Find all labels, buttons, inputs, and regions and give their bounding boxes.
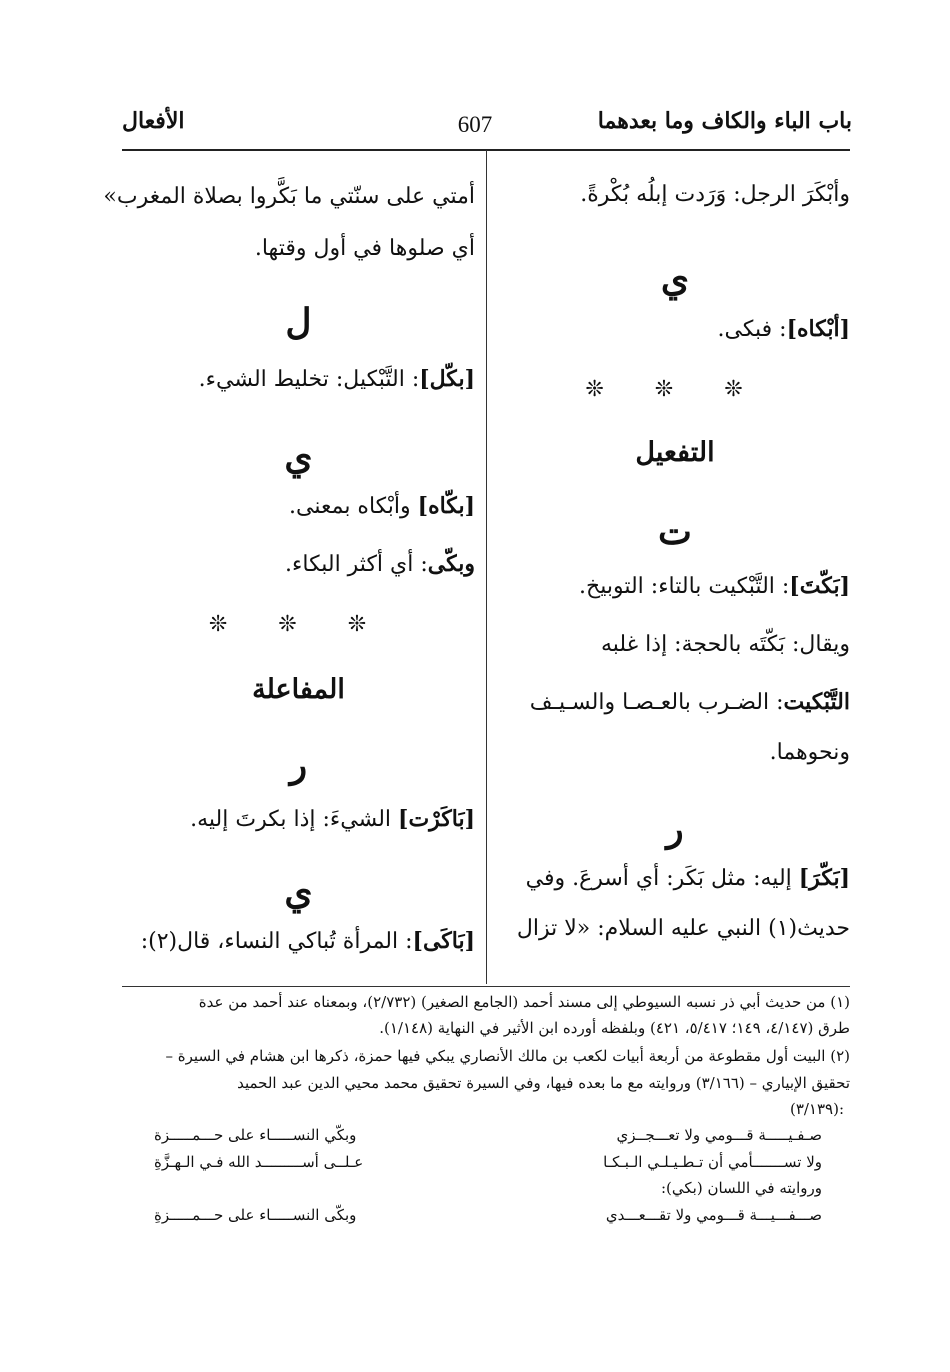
headword: [بَاكَى]: [412, 928, 475, 954]
running-header-chapter: باب الباء والكاف وما بعدهما: [597, 108, 852, 134]
verse-2-first-hemistich: ولا تســـــــأمي أن تـطـيـلـي الـبـكـا: [603, 1153, 822, 1171]
letter-heading-lam: ل: [285, 301, 312, 343]
letter-heading-ya: ي: [284, 871, 313, 913]
headword: [أبْكاه]: [786, 316, 850, 342]
headword: [بَكّتَ]: [789, 573, 850, 599]
letter-heading-ra: ر: [666, 808, 684, 850]
footnote-1-line-2: طرق (٤/١٤٧، ١٤٩؛ ٥/٤١٧، ٤٢١) وبلفظه أورده ابن الأثير في النهاية (١/١٤٨).: [379, 1019, 850, 1037]
footnote-2-line-1: (٢) البيت أول مقطوعة من أربعة أبيات لكعب بن مالك الأنصاري يبكي فيها حمزة، ذكرها ابن هشام في السيرة –: [165, 1047, 850, 1065]
definition: : المرأة تُباكي النساء، قال(٢):: [140, 929, 413, 954]
hadith-explanation: أي صلوها في أول وقتها.: [254, 236, 475, 261]
entry-bakkata: [579, 570, 850, 603]
definition: وأبْكاه بمعنى.: [289, 494, 418, 519]
entry-hadith: حديث(١) النبي عليه السلام: «لا تزال: [516, 916, 850, 941]
entry-bakka: [285, 548, 475, 581]
section-title-mufaala: المفاعلة: [252, 674, 345, 705]
entry-tabkit: [530, 686, 850, 719]
running-header-section: الأفعال: [122, 108, 185, 134]
entry-yuqal: ويقال: بَكّتَه بالحجة: إذا غلبه: [600, 632, 850, 657]
verse-1-second-hemistich: وبكّي النســـــاء على حـــمـــــزة: [154, 1126, 357, 1144]
verse-3-first-hemistich: صـــفـــيـــة قـــومي ولا تقـــعـــدي: [605, 1206, 822, 1224]
entry-abkara: وأبْكَرَ الرجل: وَرَدت إبلُه بُكْرةً.: [580, 182, 850, 207]
headword: وبكّى: [427, 551, 475, 577]
footnote-2-line-2: تحقيق الإبياري – (٣/١٦٦) وروايته مع ما بعده فيها، وفي السيرة تحقيق محمد محيي الدين عبد الحميد: [237, 1074, 850, 1092]
letter-heading-ya: ي: [284, 436, 313, 478]
headword: [بَاكَرْت]: [398, 806, 475, 832]
entry-bakkah: [289, 490, 475, 523]
definition: الشيءَ: إذا بكرتَ إليه.: [190, 807, 399, 832]
footnote-1-line-1: (١) من حديث أبي ذر نسبه السيوطي إلى مسند أحمد (الجامع الصغير) (٢/٧٣٢)، وبمعناه عند أحمد من عدة: [198, 993, 850, 1011]
entry-abkah: [718, 313, 850, 346]
footnote-rule: [122, 986, 850, 987]
footnote-2-riwaya: وروايته في اللسان (بكي):: [660, 1179, 822, 1197]
page-number: 607: [457, 112, 493, 137]
hadith-continuation: أمتي على سنّتي ما بَكَّروا بصلاة المغرب»: [103, 184, 475, 209]
definition: : التَّبْكيت بالتاء: التوبيخ.: [579, 574, 790, 599]
entry-tabkit-cont: ونحوهما.: [769, 740, 850, 765]
footnote-2-line-3: :(٣/١٣٩): [789, 1100, 844, 1118]
definition: : التَّبْكيل: تخليط الشيء.: [198, 367, 420, 392]
headword: [بَكّرَ]: [798, 865, 850, 891]
section-separator: ❊ ❊ ❊: [208, 612, 389, 637]
letter-heading-ya: ي: [660, 258, 690, 300]
definition: : فبكى.: [717, 317, 787, 342]
verse-3-second-hemistich: وبكّى النســـــاء على حـــمـــــزةِ: [154, 1206, 357, 1224]
entry-bakkara: [526, 862, 850, 895]
column-divider: [486, 150, 487, 984]
section-title-tafil: التفعيل: [635, 437, 715, 468]
entry-baka: [141, 925, 475, 958]
headword: [بكّاه]: [417, 493, 475, 519]
definition: إليه: مثل بَكَر: أي أسرعَ. وفي: [525, 866, 799, 891]
verse-2-second-hemistich: عـلــى أســـــــــد الله فـي الـهـزَّةِ: [154, 1153, 364, 1171]
letter-heading-ta: ت: [658, 511, 692, 553]
definition: : أي أكثر البكاء.: [285, 552, 428, 577]
footnotes: [122, 992, 850, 1252]
verse-1-first-hemistich: صـفـيـــــة قـــومي ولا تعـــجــزي: [616, 1126, 822, 1144]
letter-heading-ra: ر: [289, 744, 308, 786]
definition: : الضـرب بالعـصـا والسـيـف: [529, 690, 784, 715]
headword: [بكّل]: [419, 366, 475, 392]
section-separator: ❊ ❊ ❊: [585, 377, 765, 402]
entry-bakkala: [199, 363, 475, 396]
entry-bakartu: [190, 803, 475, 836]
headword: التَّبْكيت: [783, 689, 850, 715]
